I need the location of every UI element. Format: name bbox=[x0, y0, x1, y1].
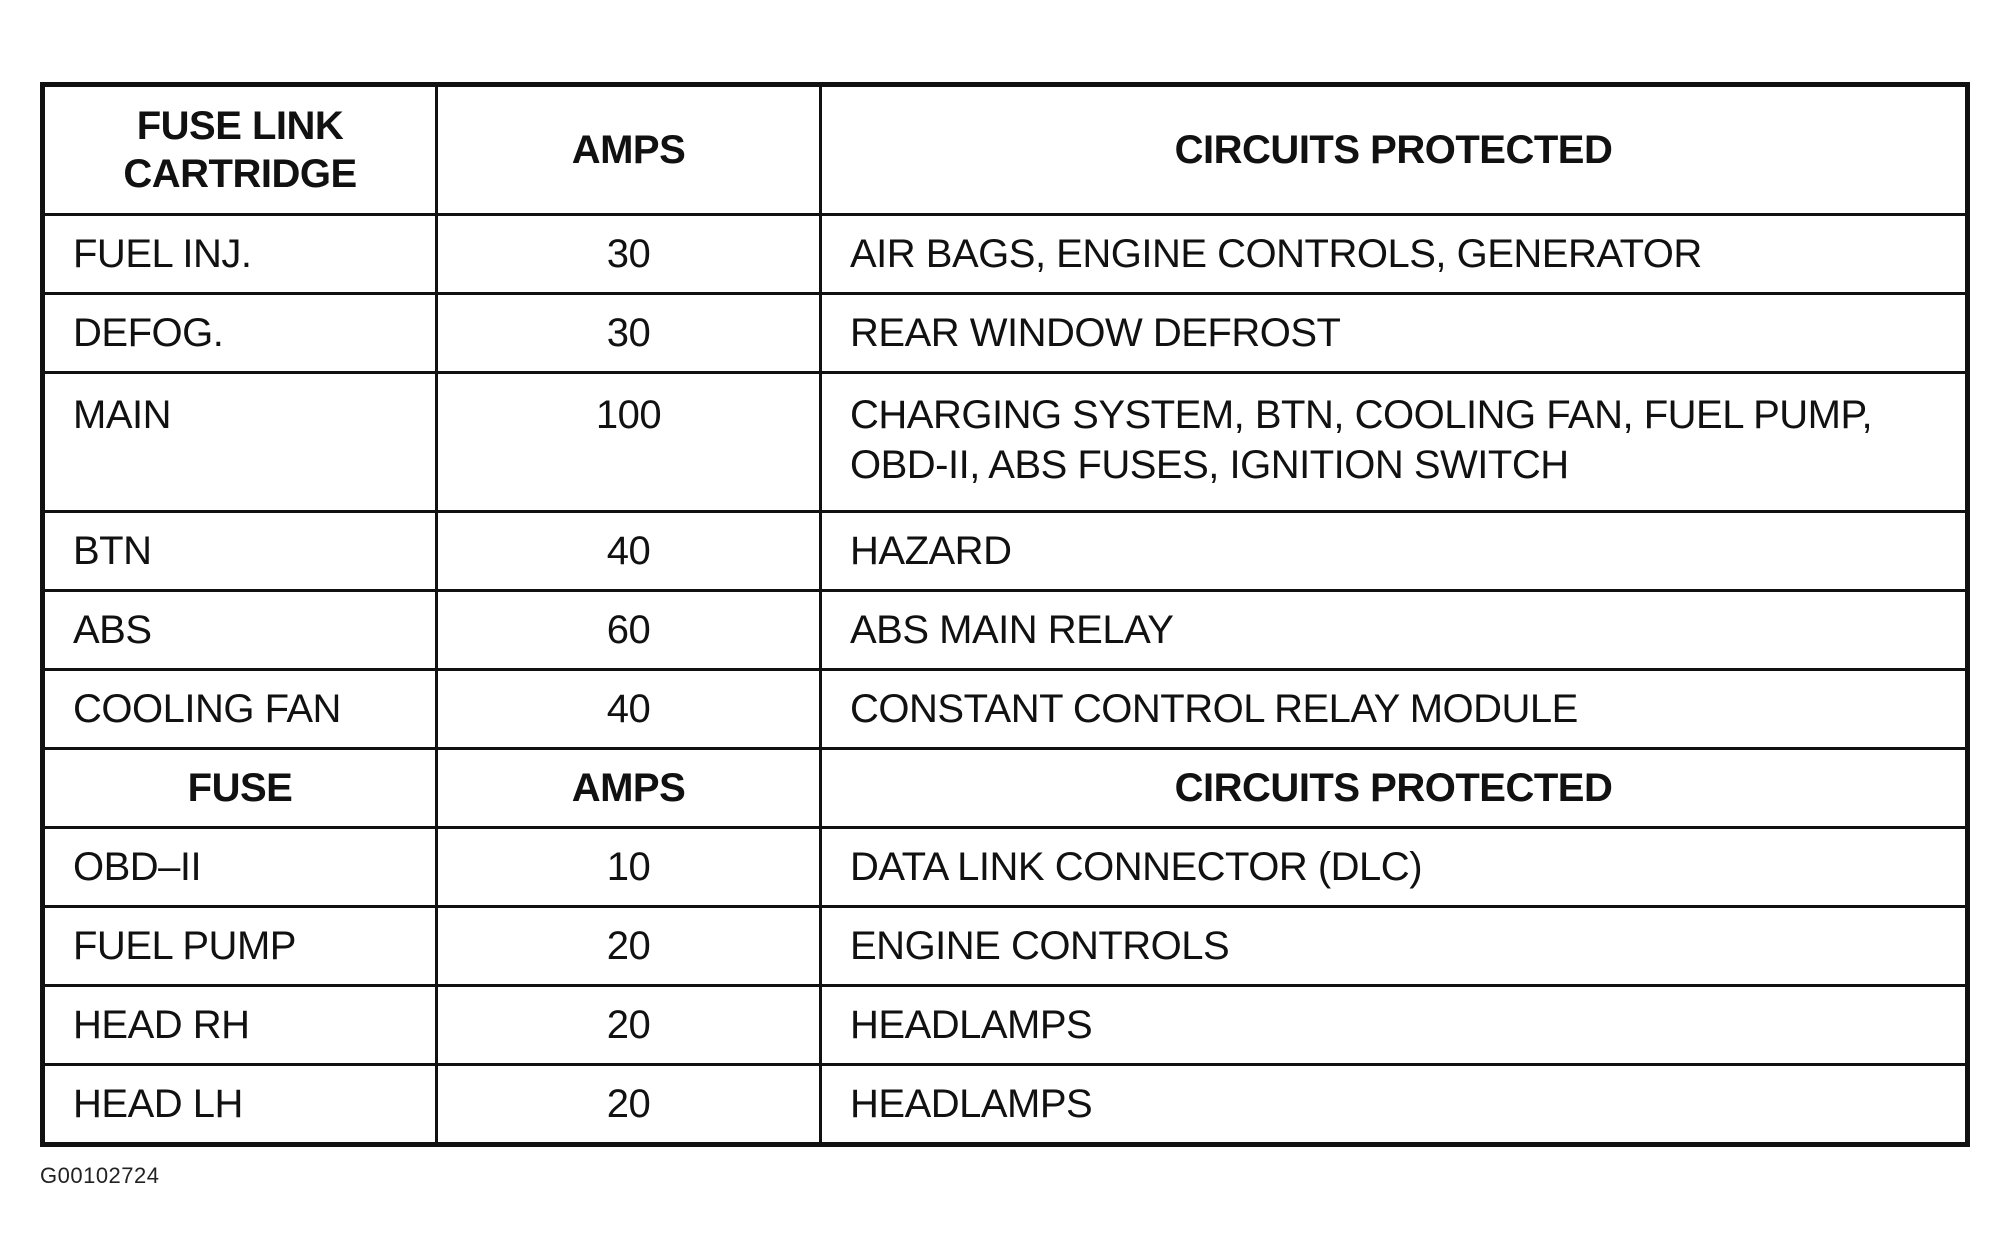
fuse-link-amps: 40 bbox=[437, 670, 821, 749]
fuse-link-circuits: ABS MAIN RELAY bbox=[821, 591, 1968, 670]
fuse-link-amps: 100 bbox=[437, 373, 821, 512]
diagram-id: G00102724 bbox=[40, 1163, 160, 1188]
fuse-link-name: MAIN bbox=[43, 373, 437, 512]
fuse-link-circuits-line2: OBD-II, ABS FUSES, IGNITION SWITCH bbox=[850, 443, 1569, 487]
table-row bbox=[43, 1065, 1968, 1145]
fuse-name: FUEL PUMP bbox=[43, 907, 437, 986]
fuse-link-name: ABS bbox=[43, 591, 437, 670]
table-row bbox=[43, 373, 1968, 512]
fuse-link-amps: 60 bbox=[437, 591, 821, 670]
fuse-link-circuits-line1: CHARGING SYSTEM, BTN, COOLING FAN, FUEL PUMP, bbox=[850, 393, 1873, 437]
table-row bbox=[43, 907, 1968, 986]
fuse-name: HEAD LH bbox=[43, 1065, 437, 1145]
table-row bbox=[43, 986, 1968, 1065]
fuse-link-cartridge-header bbox=[43, 85, 437, 215]
fuse-header: FUSE bbox=[43, 749, 437, 828]
fuse-amps: 20 bbox=[437, 907, 821, 986]
table-row bbox=[43, 215, 1968, 294]
fuse-link-name: FUEL INJ. bbox=[43, 215, 437, 294]
fuse-link-circuits: HAZARD bbox=[821, 512, 1968, 591]
fuse-link-name: DEFOG. bbox=[43, 294, 437, 373]
table-row bbox=[43, 294, 1968, 373]
fuse-circuits: DATA LINK CONNECTOR (DLC) bbox=[821, 828, 1968, 907]
fuse-circuits: HEADLAMPS bbox=[821, 986, 1968, 1065]
fuse-link-header-line2: CARTRIDGE bbox=[123, 152, 357, 196]
amps-header: AMPS bbox=[437, 749, 821, 828]
fuse-link-name: COOLING FAN bbox=[43, 670, 437, 749]
fuse-amps: 20 bbox=[437, 986, 821, 1065]
fuse-link-header-row bbox=[43, 85, 1968, 215]
fuse-table bbox=[40, 82, 1970, 1147]
fuse-link-header-line1: FUSE LINK bbox=[136, 104, 344, 148]
circuits-protected-header: CIRCUITS PROTECTED bbox=[821, 749, 1968, 828]
fuse-circuits: ENGINE CONTROLS bbox=[821, 907, 1968, 986]
amps-header: AMPS bbox=[437, 85, 821, 215]
fuse-link-amps: 30 bbox=[437, 294, 821, 373]
fuse-link-amps: 40 bbox=[437, 512, 821, 591]
circuits-protected-header: CIRCUITS PROTECTED bbox=[821, 85, 1968, 215]
fuse-link-circuits: REAR WINDOW DEFROST bbox=[821, 294, 1968, 373]
fuse-link-circuits: AIR BAGS, ENGINE CONTROLS, GENERATOR bbox=[821, 215, 1968, 294]
table-row bbox=[43, 591, 1968, 670]
fuse-link-circuits bbox=[821, 373, 1968, 512]
table-row bbox=[43, 828, 1968, 907]
table-row bbox=[43, 512, 1968, 591]
fuse-link-circuits: CONSTANT CONTROL RELAY MODULE bbox=[821, 670, 1968, 749]
fuse-name: OBD–II bbox=[43, 828, 437, 907]
fuse-link-amps: 30 bbox=[437, 215, 821, 294]
fuse-link-name: BTN bbox=[43, 512, 437, 591]
table-row bbox=[43, 670, 1968, 749]
fuse-amps: 10 bbox=[437, 828, 821, 907]
fuse-amps: 20 bbox=[437, 1065, 821, 1145]
fuse-header-row bbox=[43, 749, 1968, 828]
fuse-circuits: HEADLAMPS bbox=[821, 1065, 1968, 1145]
fuse-name: HEAD RH bbox=[43, 986, 437, 1065]
